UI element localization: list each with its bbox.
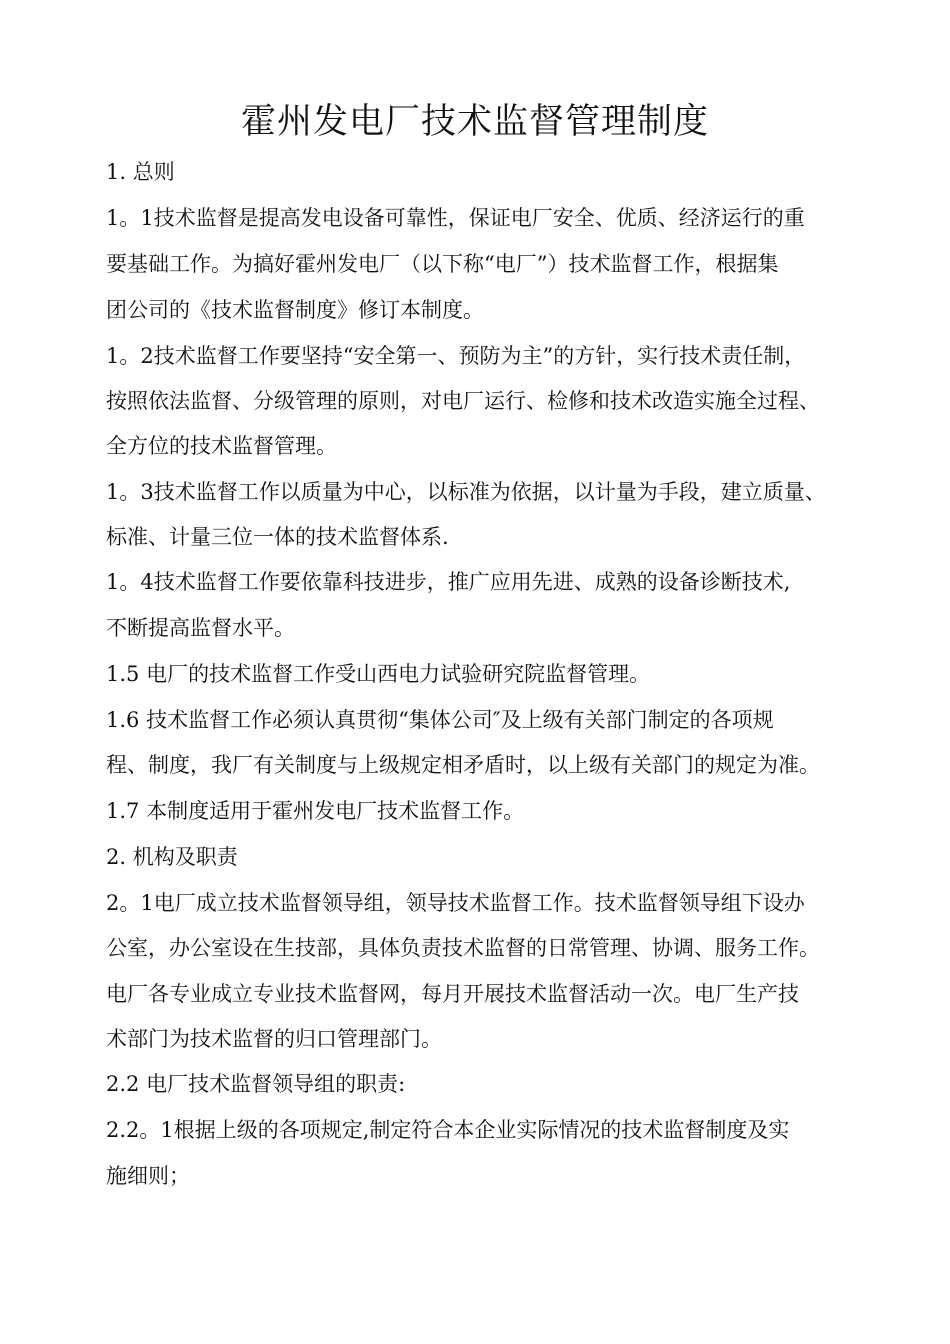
paragraph-line: 1。1技术监督是提高发电设备可靠性，保证电厂安全、优质、经济运行的重 — [106, 206, 805, 230]
paragraph-line: 1。2技术监督工作要坚持“安全第一、预防为主”的方针，实行技术责任制， — [106, 344, 806, 368]
paragraph-line: 公室，办公室设在生技部，具体负责技术监督的日常管理、协调、服务工作。 — [106, 936, 820, 960]
paragraph-line: 全方位的技术监督管理。 — [106, 434, 337, 458]
paragraph-line: 团公司的《技术监督制度》修订本制度。 — [106, 298, 484, 322]
paragraph-line: 2。1电厂成立技术监督领导组，领导技术监督工作。技术监督领导组下设办 — [106, 891, 805, 915]
paragraph-line: 电厂各专业成立专业技术监督网，每月开展技术监督活动一次。电厂生产技 — [106, 982, 799, 1006]
paragraph-line: 按照依法监督、分级管理的原则，对电厂运行、检修和技术改造实施全过程、 — [106, 389, 820, 413]
paragraph-line: 2.2。1根据上级的各项规定,制定符合本企业实际情况的技术监督制度及实 — [106, 1118, 790, 1142]
document-title: 霍州发电厂技术监督管理制度 — [240, 102, 709, 142]
heading-organization: 2. 机构及职责 — [106, 845, 238, 869]
paragraph-line: 施细则； — [106, 1164, 190, 1188]
paragraph-line: 标准、计量三位一体的技术监督体系. — [106, 525, 449, 549]
paragraph-line: 2.2 电厂技术监督领导组的职责: — [106, 1072, 406, 1096]
paragraph-line: 1.7 本制度适用于霍州发电厂技术监督工作。 — [106, 799, 525, 823]
paragraph-line: 1。3技术监督工作以质量为中心，以标准为依据，以计量为手段，建立质量、 — [106, 480, 826, 504]
paragraph-line: 程、制度，我厂有关制度与上级规定相矛盾时，以上级有关部门的规定为准。 — [106, 753, 820, 777]
heading-general: 1. 总则 — [106, 160, 175, 184]
paragraph-line: 不断提高监督水平。 — [106, 616, 295, 640]
paragraph-line: 要基础工作。为搞好霍州发电厂（以下称“电厂”）技术监督工作，根据集 — [106, 252, 779, 276]
paragraph-line: 1.5 电厂的技术监督工作受山西电力试验研究院监督管理。 — [106, 662, 651, 686]
paragraph-line: 术部门为技术监督的归口管理部门。 — [106, 1027, 442, 1051]
paragraph-line: 1。4技术监督工作要依靠科技进步，推广应用先进、成熟的设备诊断技术, — [106, 570, 791, 594]
paragraph-line: 1.6 技术监督工作必须认真贯彻“集体公司″及上级有关部门制定的各项规 — [106, 708, 774, 732]
